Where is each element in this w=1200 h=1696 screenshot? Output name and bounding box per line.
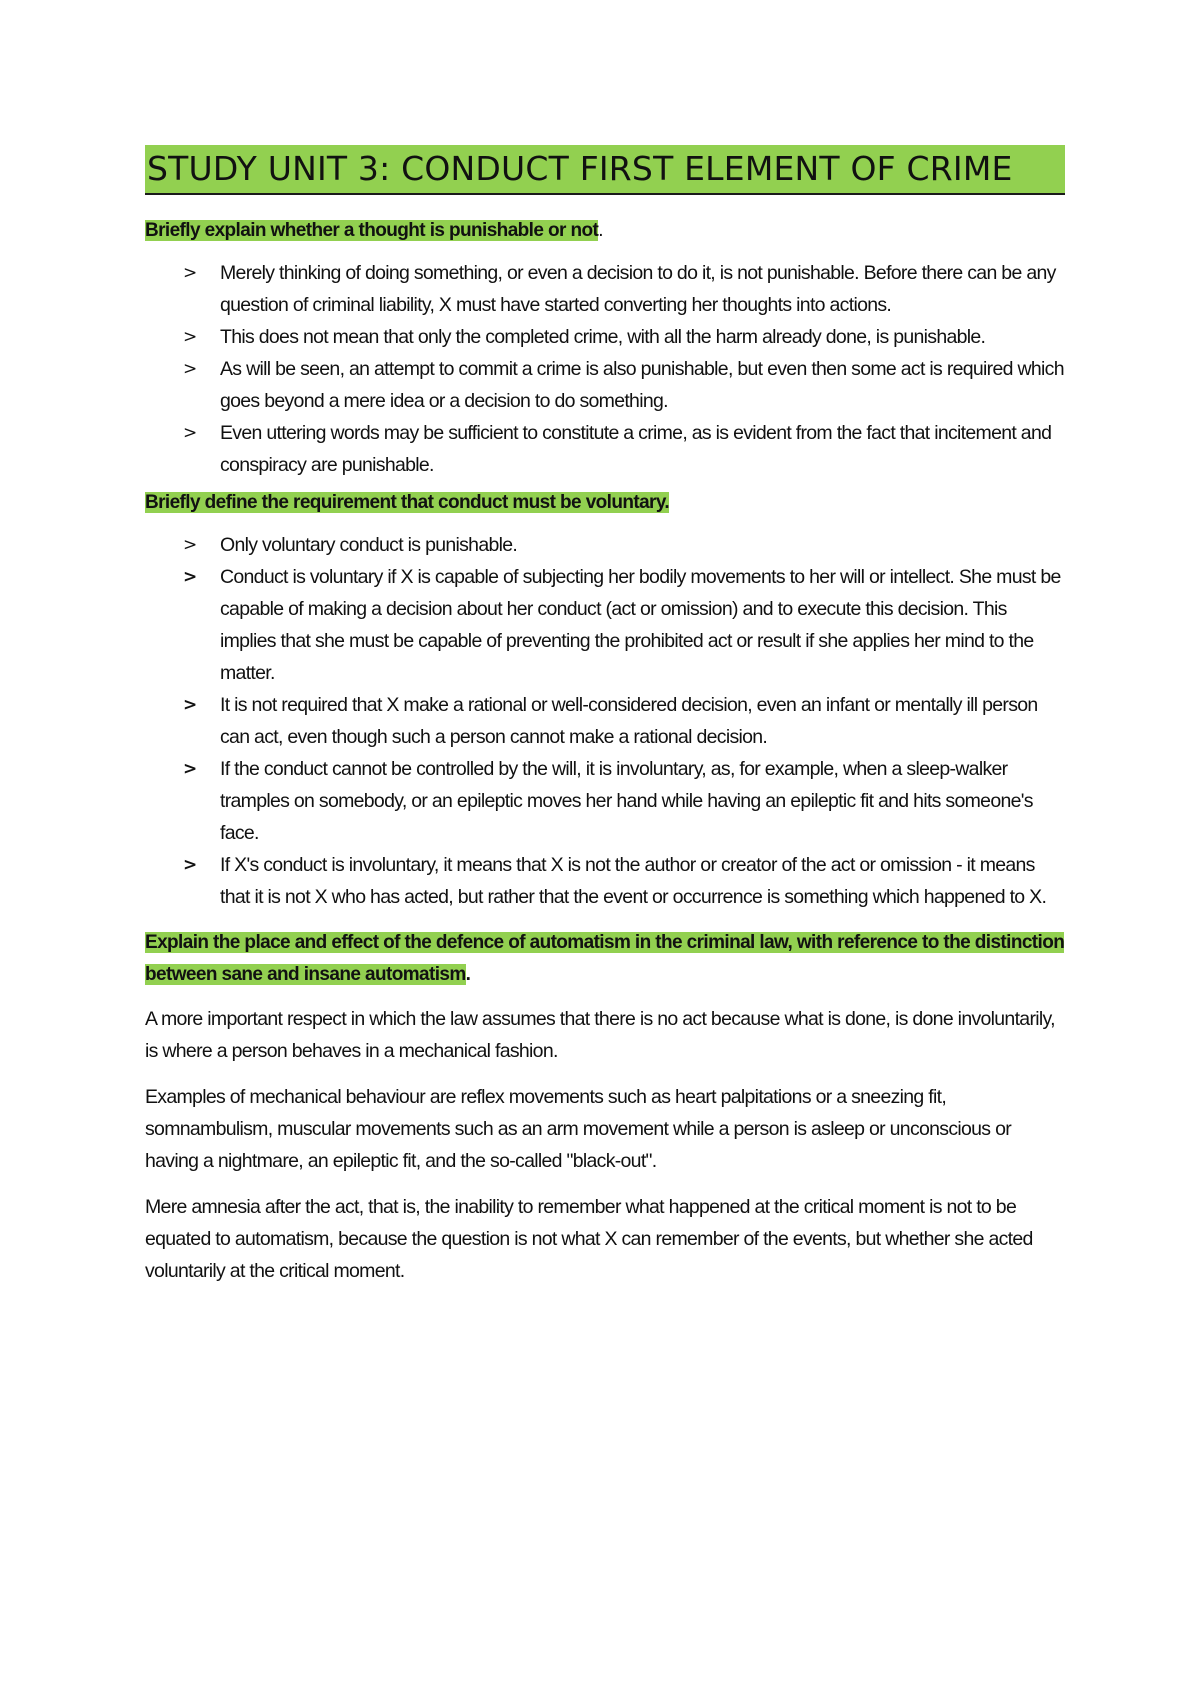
bullet-marker-icon: >: [183, 423, 197, 443]
question-heading-voluntary: [145, 487, 1065, 519]
question-heading-automatism: [145, 927, 1065, 991]
list-item-text: Conduct is voluntary if X is capable of subjecting her bodily movements to her will or intellect. She must be capable of making a decision about her conduct (act or omission) and to execute this decision. This implies that she must be capable of preventing the prohibited act or result if she applies her mind to the matter.: [220, 566, 1061, 684]
list-item-text: It is not required that X make a rational or well-considered decision, even an infant or mentally ill person can act, even though such a person cannot make a rational decision.: [220, 694, 1038, 748]
list-item: [145, 529, 1065, 561]
list-item-text: If the conduct cannot be controlled by the will, it is involuntary, as, for example, when a sleep-walker tramples on somebody, or an epileptic moves her hand while having an epileptic fit and hits someone's face.: [220, 758, 1033, 844]
question-highlight: Briefly define the requirement that conduct must be voluntary.: [145, 492, 670, 513]
list-item: [145, 353, 1065, 417]
list-item-text: Merely thinking of doing something, or even a decision to do it, is not punishable. Before there can be any question of criminal liability, X must have started converting her thoughts into actions.: [220, 262, 1056, 316]
bullet-marker-icon: >: [183, 567, 197, 587]
question-suffix: .: [465, 964, 471, 985]
list-item: [145, 849, 1065, 913]
question-highlight: Explain the place and effect of the defence of automatism in the criminal law, with reference to the distinction between sane and insane automatism: [145, 932, 1065, 985]
list-item-text: As will be seen, an attempt to commit a crime is also punishable, but even then some act is required which goes beyond a mere idea or a decision to do something.: [220, 358, 1064, 412]
list-item-text: This does not mean that only the completed crime, with all the harm already done, is punishable.: [220, 326, 986, 348]
body-paragraph: A more important respect in which the law assumes that there is no act because what is done, is done involuntarily, is where a person behaves in a mechanical fashion.: [145, 1008, 1055, 1062]
list-item: [145, 257, 1065, 321]
bullet-marker-icon: >: [183, 855, 197, 875]
bullet-list-thought: [145, 257, 1065, 481]
question-heading-thought: [145, 215, 1065, 247]
page-title: STUDY UNIT 3: CONDUCT FIRST ELEMENT OF CRIME: [145, 145, 1065, 195]
list-item: [145, 753, 1065, 849]
document-body: [145, 145, 1065, 1287]
list-item: [145, 689, 1065, 753]
bullet-marker-icon: >: [183, 359, 197, 379]
bullet-marker-icon: >: [183, 327, 197, 347]
body-paragraph: Examples of mechanical behaviour are reflex movements such as heart palpitations or a sneezing fit, somnambulism, muscular movements such as an arm movement while a person is asleep or unconscious or having a nightmare, an epileptic fit, and the so-called "black-out".: [145, 1086, 1012, 1172]
question-suffix: .: [598, 220, 603, 241]
bullet-marker-icon: >: [183, 535, 197, 555]
bullet-marker-icon: >: [183, 759, 197, 779]
list-item: [145, 321, 1065, 353]
question-highlight: Briefly explain whether a thought is punishable or not: [145, 220, 599, 241]
list-item: [145, 417, 1065, 481]
bullet-list-voluntary: [145, 529, 1065, 913]
list-item: [145, 561, 1065, 689]
bullet-marker-icon: >: [183, 263, 197, 283]
bullet-marker-icon: >: [183, 695, 197, 715]
body-paragraph: Mere amnesia after the act, that is, the inability to remember what happened at the critical moment is not to be equated to automatism, because the question is not what X can remember of the events, but whether she acted voluntarily at the critical moment.: [145, 1196, 1033, 1282]
list-item-text: Only voluntary conduct is punishable.: [220, 534, 518, 556]
list-item-text: If X's conduct is involuntary, it means that X is not the author or creator of the act or omission - it means that it is not X who has acted, but rather that the event or occurrence is something which happened to X.: [220, 854, 1047, 908]
list-item-text: Even uttering words may be sufficient to constitute a crime, as is evident from the fact that incitement and conspiracy are punishable.: [220, 422, 1052, 476]
